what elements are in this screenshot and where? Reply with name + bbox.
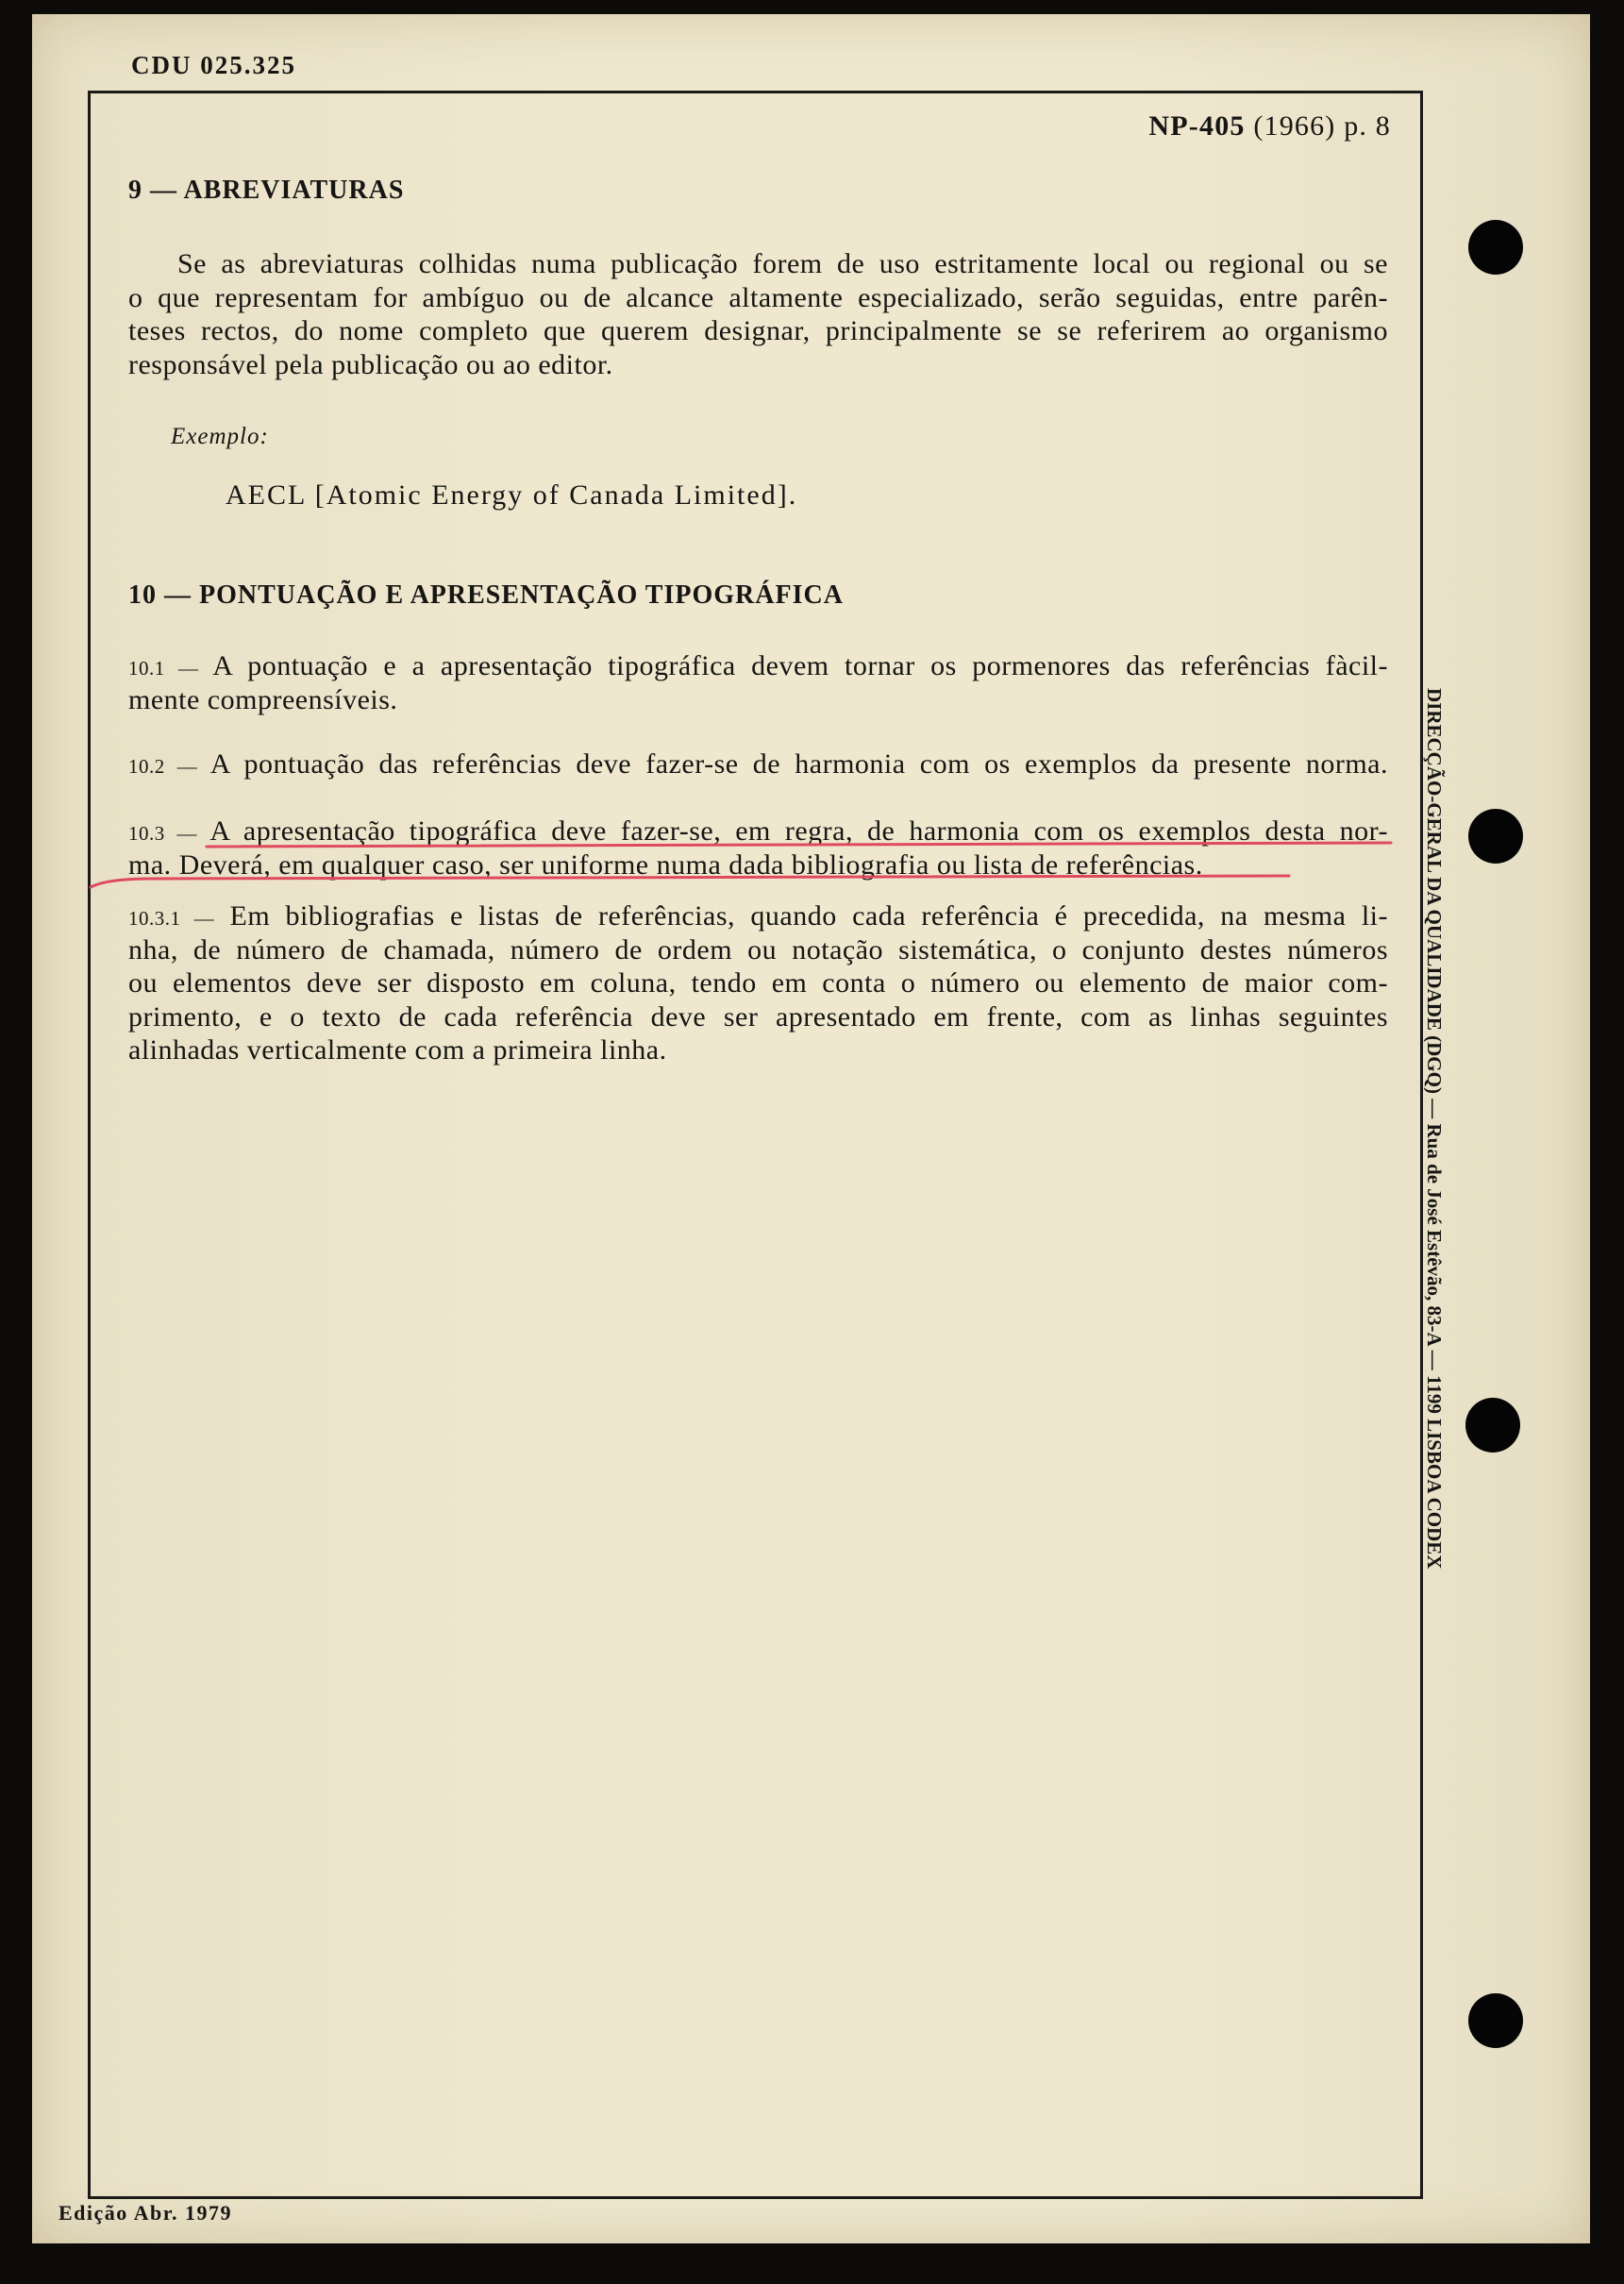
punch-hole [1468,220,1523,275]
clause-line: nha, de número de chamada, número de ordem ou notação sistemática, o conjunto destes números [128,933,1388,966]
section-9-heading: 9 — ABREVIATURAS [128,176,405,205]
clause-text: A pontuação das referências deve fazer-se de harmonia com os exemplos da presente norma. [209,748,1388,780]
clause-line [128,899,1388,933]
punch-hole [1468,809,1523,864]
paragraph-line: o que representam for ambíguo ou de alcance altamente especializado, serão seguidas, entre parên- [128,281,1388,313]
paragraph-line: responsável pela publicação ou ao editor. [128,348,613,380]
paragraph-line: teses rectos, do nome completo que querem designar, principalmente se se referirem ao organismo [128,315,1388,346]
clause-text: Em bibliografias e listas de referências, quando cada referência é precedida, na mesma li- [229,900,1388,932]
standard-number: NP-405 [1148,110,1246,142]
clause-line [128,747,1388,781]
clause-line [128,815,1388,848]
cdu-classification: CDU 025.325 [131,51,296,79]
clause-text: A pontuação e a apresentação tipográfica devem tornar os pormenores das referências fàcil- [212,650,1389,681]
clause-10-3 [128,815,1388,882]
punch-hole [1465,1398,1520,1453]
clause-10-2 [128,747,1388,781]
example-text: AECL [Atomic Energy of Canada Limited]. [226,479,798,511]
clause-number: 10.1 — [128,657,199,680]
paragraph-line: Se as abreviaturas colhidas numa publicação forem de uso estritamente local ou regional ou se [177,248,1388,279]
clause-10-1 [128,649,1388,716]
clause-line: mente compreensíveis. [128,683,398,715]
clause-line [128,649,1388,683]
standard-reference [1148,110,1391,143]
punch-hole [1468,1993,1523,2048]
clause-number: 10.3 — [128,822,198,845]
section-10-heading: 10 — PONTUAÇÃO E APRESENTAÇÃO TIPOGRÁFICA [128,580,844,610]
clause-line: primento, e o texto de cada referência deve ser apresentado em frente, com as linhas seguintes [128,1000,1388,1033]
side-address: DIRECÇÃO-GERAL DA QUALIDADE (DGQ) — Rua de José Estêvão, 83-A — 1199 LISBOA CODEX [1423,688,1446,1570]
clause-line: ma. Deverá, em qualquer caso, ser uniforme numa dada bibliografia ou lista de referências. [128,848,1203,881]
edition-footer: Edição Abr. 1979 [59,2201,232,2225]
page-frame [88,91,1423,2199]
section-9-paragraph [128,247,1388,381]
example-label: Exemplo: [171,424,269,449]
clause-line: ou elementos deve ser disposto em coluna, tendo em conta o número ou elemento de maior com- [128,967,1388,999]
clause-number: 10.2 — [128,755,198,778]
standard-edition-page: (1966) p. 8 [1253,110,1391,142]
clause-number: 10.3.1 — [128,907,215,930]
clause-text: A apresentação tipográfica deve fazer-se, em regra, de harmonia com os exemplos desta nor- [209,815,1388,847]
clause-10-3-1 [128,899,1388,1067]
clause-line: alinhadas verticalmente com a primeira linha. [128,1034,667,1066]
